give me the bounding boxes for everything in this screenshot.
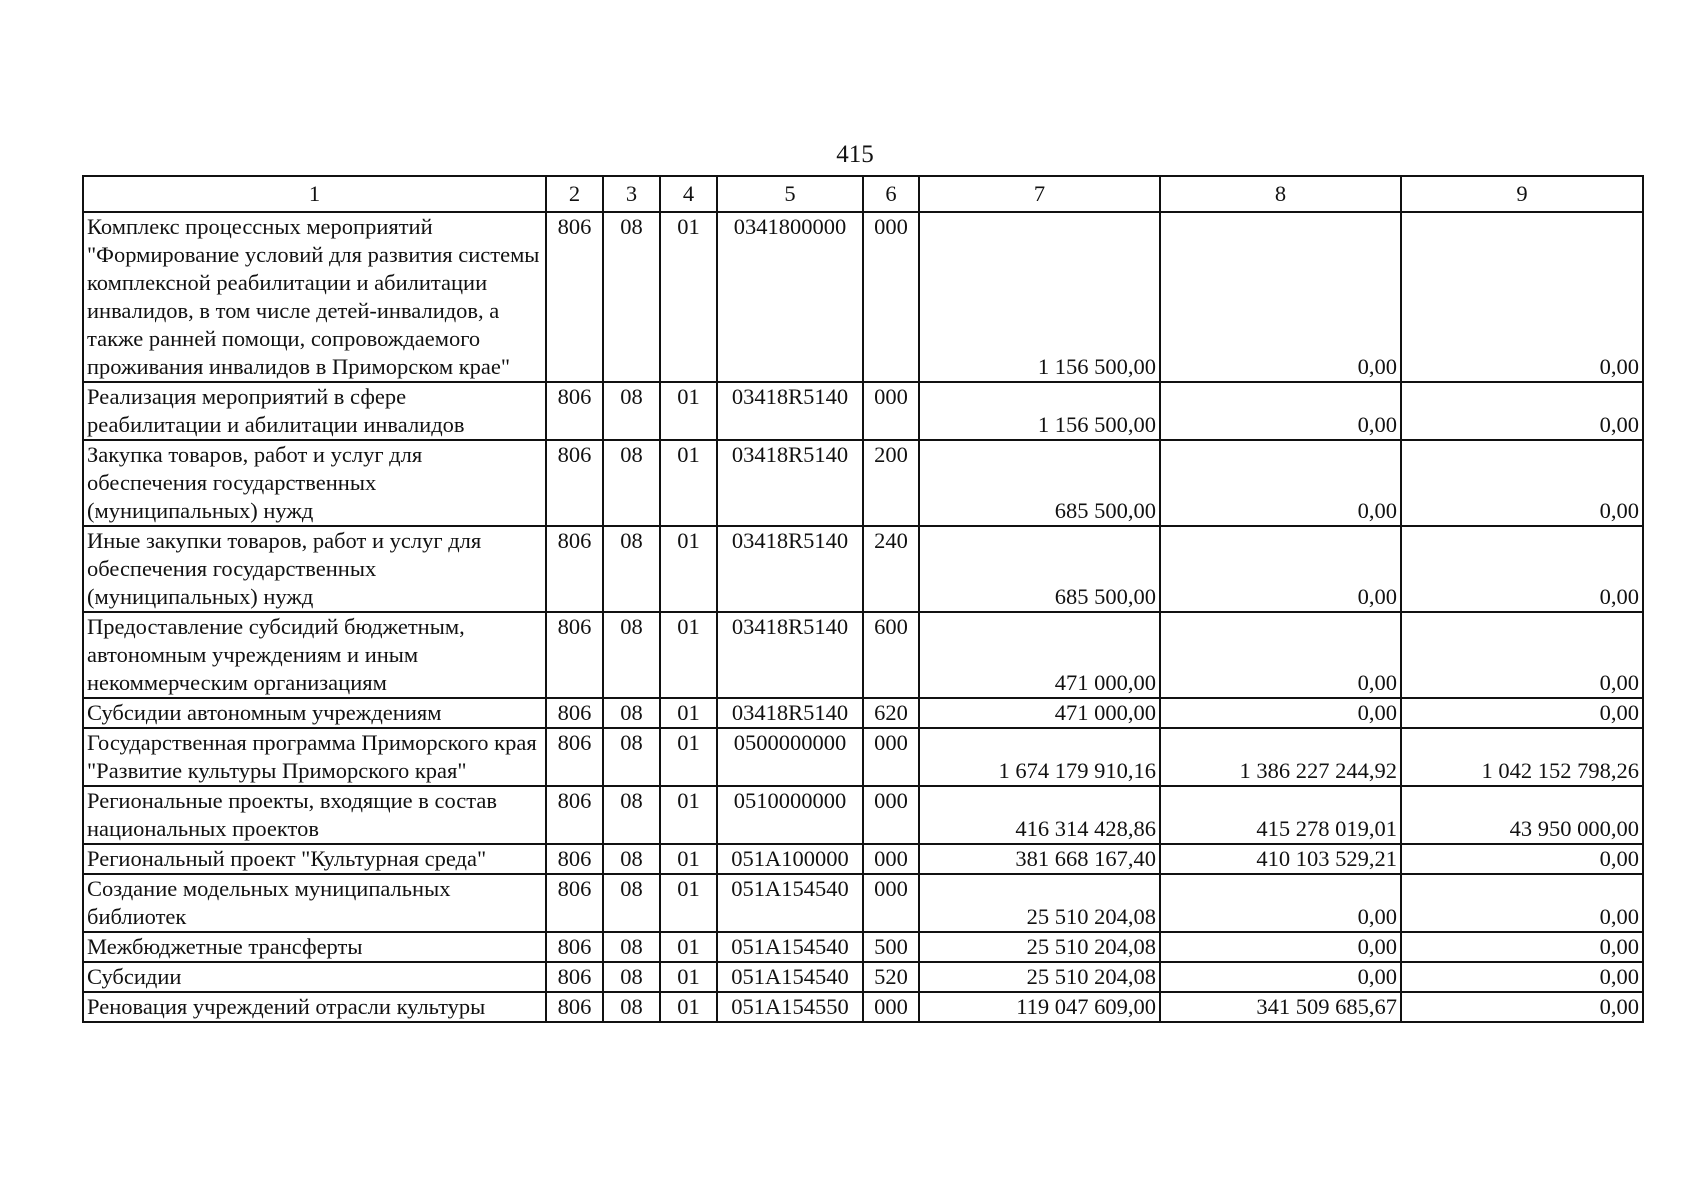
section-code-cell: 08	[603, 932, 660, 962]
amount-col8-cell: 0,00	[1160, 612, 1401, 698]
amount-col9-cell: 0,00	[1401, 992, 1643, 1022]
ministry-code-cell: 806	[546, 382, 603, 440]
ministry-code-cell: 806	[546, 212, 603, 382]
amount-col9-cell: 0,00	[1401, 612, 1643, 698]
amount-col9-cell: 0,00	[1401, 932, 1643, 962]
table-row	[83, 440, 1643, 526]
expense-type-cell: 200	[863, 440, 919, 526]
target-article-cell: 03418R5140	[717, 526, 863, 612]
section-code-cell: 08	[603, 992, 660, 1022]
table-row	[83, 382, 1643, 440]
column-header: 3	[603, 176, 660, 212]
subsection-code-cell: 01	[660, 698, 717, 728]
amount-col9-cell: 0,00	[1401, 382, 1643, 440]
target-article-cell: 051A100000	[717, 844, 863, 874]
row-name-cell: Субсидии автономным учреждениям	[83, 698, 546, 728]
subsection-code-cell: 01	[660, 786, 717, 844]
row-name-cell: Субсидии	[83, 962, 546, 992]
expense-type-cell: 000	[863, 844, 919, 874]
amount-col9-cell: 0,00	[1401, 962, 1643, 992]
expense-type-cell: 000	[863, 212, 919, 382]
amount-col9-cell: 0,00	[1401, 526, 1643, 612]
page-number: 415	[836, 141, 874, 168]
subsection-code-cell: 01	[660, 382, 717, 440]
amount-col7-cell: 416 314 428,86	[919, 786, 1160, 844]
section-code-cell: 08	[603, 962, 660, 992]
section-code-cell: 08	[603, 382, 660, 440]
ministry-code-cell: 806	[546, 728, 603, 786]
amount-col8-cell: 1 386 227 244,92	[1160, 728, 1401, 786]
amount-col7-cell: 471 000,00	[919, 698, 1160, 728]
amount-col9-cell: 0,00	[1401, 440, 1643, 526]
section-code-cell: 08	[603, 728, 660, 786]
amount-col7-cell: 25 510 204,08	[919, 874, 1160, 932]
expense-type-cell: 620	[863, 698, 919, 728]
amount-col8-cell: 0,00	[1160, 698, 1401, 728]
column-header: 9	[1401, 176, 1643, 212]
amount-col9-cell: 0,00	[1401, 844, 1643, 874]
section-code-cell: 08	[603, 212, 660, 382]
amount-col8-cell: 0,00	[1160, 526, 1401, 612]
row-name-cell: Реализация мероприятий в сфере реабилитации и абилитации инвалидов	[83, 382, 546, 440]
row-name-cell: Региональный проект "Культурная среда"	[83, 844, 546, 874]
amount-col9-cell: 0,00	[1401, 698, 1643, 728]
amount-col7-cell: 25 510 204,08	[919, 932, 1160, 962]
table-row	[83, 212, 1643, 382]
amount-col8-cell: 0,00	[1160, 874, 1401, 932]
column-header: 2	[546, 176, 603, 212]
row-name-cell: Региональные проекты, входящие в состав национальных проектов	[83, 786, 546, 844]
amount-col8-cell: 0,00	[1160, 932, 1401, 962]
column-header: 8	[1160, 176, 1401, 212]
amount-col7-cell: 685 500,00	[919, 440, 1160, 526]
amount-col7-cell: 1 156 500,00	[919, 212, 1160, 382]
subsection-code-cell: 01	[660, 932, 717, 962]
column-header: 5	[717, 176, 863, 212]
amount-col7-cell: 471 000,00	[919, 612, 1160, 698]
ministry-code-cell: 806	[546, 844, 603, 874]
budget-table	[82, 175, 1644, 1023]
row-name-cell: Комплекс процессных мероприятий "Формирование условий для развития системы комплексной реабилитации и абилитации инвалидов, в том числе детей-инвалидов, а также ранней помощи, сопровождаемого проживания инвалидов в Приморском крае"	[83, 212, 546, 382]
row-name-cell: Реновация учреждений отрасли культуры	[83, 992, 546, 1022]
subsection-code-cell: 01	[660, 992, 717, 1022]
subsection-code-cell: 01	[660, 212, 717, 382]
amount-col8-cell: 410 103 529,21	[1160, 844, 1401, 874]
table-row	[83, 612, 1643, 698]
ministry-code-cell: 806	[546, 786, 603, 844]
table-row	[83, 932, 1643, 962]
expense-type-cell: 000	[863, 382, 919, 440]
amount-col8-cell: 0,00	[1160, 382, 1401, 440]
amount-col7-cell: 25 510 204,08	[919, 962, 1160, 992]
section-code-cell: 08	[603, 698, 660, 728]
amount-col7-cell: 685 500,00	[919, 526, 1160, 612]
target-article-cell: 051A154550	[717, 992, 863, 1022]
column-header: 6	[863, 176, 919, 212]
ministry-code-cell: 806	[546, 612, 603, 698]
amount-col7-cell: 381 668 167,40	[919, 844, 1160, 874]
amount-col8-cell: 0,00	[1160, 440, 1401, 526]
row-name-cell: Государственная программа Приморского края "Развитие культуры Приморского края"	[83, 728, 546, 786]
table-row	[83, 526, 1643, 612]
expense-type-cell: 000	[863, 728, 919, 786]
expense-type-cell: 000	[863, 786, 919, 844]
amount-col9-cell: 1 042 152 798,26	[1401, 728, 1643, 786]
ministry-code-cell: 806	[546, 932, 603, 962]
row-name-cell: Закупка товаров, работ и услуг для обеспечения государственных (муниципальных) нужд	[83, 440, 546, 526]
amount-col9-cell: 0,00	[1401, 212, 1643, 382]
target-article-cell: 03418R5140	[717, 382, 863, 440]
target-article-cell: 051A154540	[717, 932, 863, 962]
ministry-code-cell: 806	[546, 698, 603, 728]
subsection-code-cell: 01	[660, 874, 717, 932]
column-header: 7	[919, 176, 1160, 212]
ministry-code-cell: 806	[546, 874, 603, 932]
table-row	[83, 844, 1643, 874]
table-row	[83, 698, 1643, 728]
amount-col8-cell: 0,00	[1160, 212, 1401, 382]
subsection-code-cell: 01	[660, 440, 717, 526]
target-article-cell: 03418R5140	[717, 440, 863, 526]
column-header: 4	[660, 176, 717, 212]
section-code-cell: 08	[603, 874, 660, 932]
row-name-cell: Создание модельных муниципальных библиотек	[83, 874, 546, 932]
amount-col8-cell: 415 278 019,01	[1160, 786, 1401, 844]
section-code-cell: 08	[603, 786, 660, 844]
ministry-code-cell: 806	[546, 992, 603, 1022]
column-number-row	[83, 176, 1643, 212]
ministry-code-cell: 806	[546, 962, 603, 992]
row-name-cell: Иные закупки товаров, работ и услуг для обеспечения государственных (муниципальных) нужд	[83, 526, 546, 612]
amount-col7-cell: 1 674 179 910,16	[919, 728, 1160, 786]
table-row	[83, 874, 1643, 932]
target-article-cell: 051A154540	[717, 962, 863, 992]
amount-col9-cell: 43 950 000,00	[1401, 786, 1643, 844]
amount-col9-cell: 0,00	[1401, 874, 1643, 932]
subsection-code-cell: 01	[660, 844, 717, 874]
expense-type-cell: 600	[863, 612, 919, 698]
subsection-code-cell: 01	[660, 526, 717, 612]
ministry-code-cell: 806	[546, 440, 603, 526]
target-article-cell: 0510000000	[717, 786, 863, 844]
target-article-cell: 051A154540	[717, 874, 863, 932]
expense-type-cell: 520	[863, 962, 919, 992]
target-article-cell: 03418R5140	[717, 698, 863, 728]
expense-type-cell: 240	[863, 526, 919, 612]
amount-col7-cell: 119 047 609,00	[919, 992, 1160, 1022]
subsection-code-cell: 01	[660, 728, 717, 786]
row-name-cell: Межбюджетные трансферты	[83, 932, 546, 962]
target-article-cell: 0500000000	[717, 728, 863, 786]
table-row	[83, 728, 1643, 786]
expense-type-cell: 000	[863, 874, 919, 932]
section-code-cell: 08	[603, 612, 660, 698]
expense-type-cell: 500	[863, 932, 919, 962]
row-name-cell: Предоставление субсидий бюджетным, автономным учреждениям и иным некоммерческим организациям	[83, 612, 546, 698]
target-article-cell: 0341800000	[717, 212, 863, 382]
section-code-cell: 08	[603, 440, 660, 526]
table-row	[83, 992, 1643, 1022]
column-header: 1	[83, 176, 546, 212]
table-row	[83, 786, 1643, 844]
subsection-code-cell: 01	[660, 612, 717, 698]
amount-col7-cell: 1 156 500,00	[919, 382, 1160, 440]
section-code-cell: 08	[603, 844, 660, 874]
target-article-cell: 03418R5140	[717, 612, 863, 698]
subsection-code-cell: 01	[660, 962, 717, 992]
ministry-code-cell: 806	[546, 526, 603, 612]
section-code-cell: 08	[603, 526, 660, 612]
amount-col8-cell: 0,00	[1160, 962, 1401, 992]
amount-col8-cell: 341 509 685,67	[1160, 992, 1401, 1022]
table-row	[83, 962, 1643, 992]
expense-type-cell: 000	[863, 992, 919, 1022]
